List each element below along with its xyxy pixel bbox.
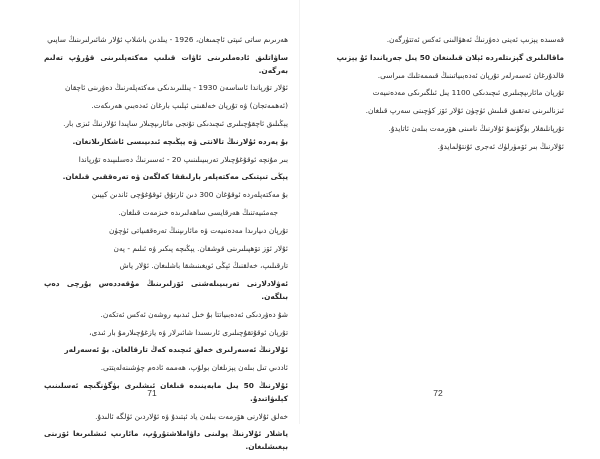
left-page-line: ھەرىرىم ساتى ئىپتى ئاچمىغان، 1926 - يىلدىن باشلاپ ئۇلار شائىرلىرىنىڭ ساپىي [47, 35, 288, 44]
right-page-line: تۇرپانلىقلار بۈگۈنمۇ ئۇلارنىڭ نامىنى ھۆرمەت بىلەن ئاتايدۇ. [388, 123, 564, 133]
right-page [320, 34, 564, 159]
page-number-left: 71 [147, 388, 157, 398]
left-page-line: شۇ دەۋردىكى ئەدەبىياتتا بۇ خىل ئىدىيە روشەن ئەكس ئەتكەن. [100, 309, 288, 319]
left-page-line: ئۇلار تۇرپاندا ئاساسەن 1930 - يىللىرىدىكى مەكتەپلەرنىڭ دەۋرىنى ئاچقان [65, 83, 288, 93]
right-page-line: قالدۇرغان ئەسەرلەر تۇرپان ئەدەبىياتىنىڭ قىممەتلىك مىراسى. [377, 70, 564, 80]
left-page-line: يېڭى تىپتىكى مەكتەپلەر بارلىققا كەلگەن ۋە تەرەققىي قىلغان. [62, 172, 288, 182]
right-page-line: ئۇلارنىڭ بىر ئۆمۈرلۈك ئەجرى ئۇنتۇلمايدۇ. [437, 141, 564, 151]
left-page-line: خەلق ئۇلارنى ھۆرمەت بىلەن ياد ئېتىدۇ ۋە ئۇلاردىن ئۈلگە ئالىدۇ. [95, 411, 288, 421]
left-page-line: بۇ مەكتەپلەردە ئوقۇغان 300 دىن ئارتۇق ئوقۇغۇچى ئاندىن كېيىن [91, 190, 288, 200]
book-gutter [299, 0, 300, 424]
left-page-line: تارقىلىپ، خەلقنىڭ ئېڭى ئويغىنىشقا باشلىغان. ئۇلار ياش [119, 261, 288, 271]
right-page-line: قەسىدە يېزىپ ئەينى دەۋرنىڭ ئەھۋالىنى ئەكس ئەتتۈرگەن. [386, 35, 564, 44]
left-page-line: جەمئىيەتنىڭ ھەرقايسى ساھەلىرىدە خىزمەت قىلغان. [118, 207, 278, 217]
right-page-line: ماقالىلىرى گېزىتلەردە ئېلان قىلىنغان 50 يىل جەريانىدا ئۇ يېزىپ [336, 52, 564, 62]
left-page-line: ئۇلارنىڭ 50 يىل مابەينىدە قىلغان ئىشلىرى بۈگۈنگىچە ئەسلىنىپ كېلىۋاتىدۇ. [44, 380, 288, 403]
right-page-line: ئىزنالىرىنى تەتقىق قىلىش ئۈچۈن ئۇلار ئۆز كۈچىنى سەرپ قىلغان. [365, 106, 564, 116]
left-page-line: ياشلار ئۇلارنىڭ يولىنى داۋاملاشتۇرۇپ، مائارىپ ئىشلىرىغا ئۆزىنى بېغىشلىغان. [44, 429, 288, 452]
left-page-line: يېڭىلىق ئاچقۇچىلىرى ئىچىدىكى تۇنجى مائارىپچىلار ساپىدا ئۇلارنىڭ ئىزى بار. [63, 118, 288, 128]
left-page-line: (ئەھمەتجان) ۋە تۇرپان خەلقىنى ئېلىپ بارغان ئەدەبىي ھەرىكەت. [91, 101, 288, 111]
left-page-line: ئاددىي تىل بىلەن يېزىلغان بولۇپ، ھەممە ئادەم چۈشىنەلەيتتى. [100, 363, 288, 373]
left-page-line: ئەۋلادلارنى تەربىيىلەشنى ئۆزلىرىنىڭ مۇقەددەس بۇرچى دەپ بىلگەن. [44, 279, 288, 301]
left-page-line: تۇرپان ئوقۇتقۇچىلىرى ئارىسىدا شائىرلار ۋە يازغۇچىلارمۇ بار ئىدى، [89, 327, 288, 337]
left-page-line: ئۇلار ئۆز تۆھپىلىرىنى قوشقان. يېڭىچە پىكىر ۋە ئىلىم - پەن [113, 243, 288, 253]
left-page-line: تۇرپان دىيارىدا مەدەنىيەت ۋە مائارىپنىڭ تەرەققىياتى ئۈچۈن [108, 225, 288, 235]
left-page-line: ئۇلارنىڭ ئەسەرلىرى خەلق ئىچىدە كەڭ تارقالغان. بۇ ئەسەرلەر [64, 345, 288, 355]
left-page-line: بىر مۇنچە ئوقۇغۇچىلار تەربىيىلىنىپ 20 - ئەسىرنىڭ دەسلىپىدە تۇرپاندا [78, 154, 288, 164]
left-page-line: ساۋاتلىق ئادەملىرىنى ئاۋات قىلىپ مەكتەپلىرىنى قۇرۇپ تەلىم بەرگەن. [44, 52, 288, 75]
left-page-line: بۇ يەردە ئۇلارنىڭ تالانتى ۋە يېڭىچە ئىدىيىسى ئاشكارىلانغان. [72, 136, 288, 146]
right-page-line: تۇرپان مائارىپچىلىرى ئىچىدىكى 1100 يىل ئىلگىرىكى مەدەنىيەت [372, 88, 564, 98]
page-number-right: 72 [433, 388, 443, 398]
